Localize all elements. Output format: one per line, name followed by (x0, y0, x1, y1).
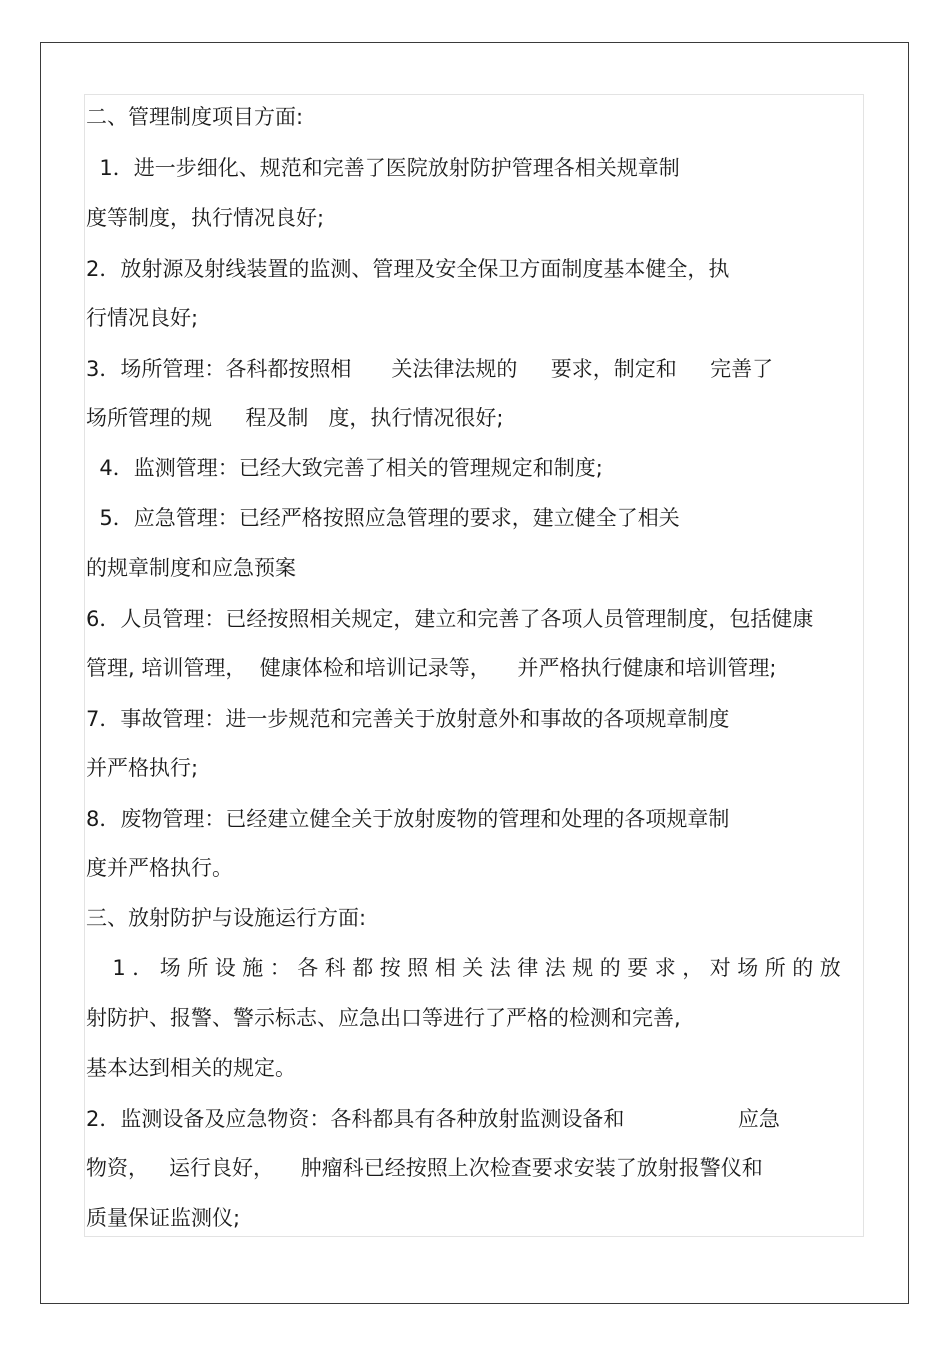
text-line: 度并严格执行。 (86, 856, 233, 880)
text-line: 1．场所设施：各科都按照相关法律法规的要求，对场所的放 (86, 956, 848, 980)
text-line: 5．应急管理：已经严格按照应急管理的要求，建立健全了相关 (86, 506, 680, 530)
text-line: 8．废物管理：已经建立健全关于放射废物的管理和处理的各项规章制 (86, 807, 730, 831)
text-line: 1．进一步细化、规范和完善了医院放射防护管理各相关规章制 (86, 156, 680, 180)
text-line: 质量保证监测仪; (86, 1206, 241, 1230)
text-line: 行情况良好; (86, 306, 199, 330)
text-line: 管理, 培训管理， 健康体检和培训记录等， 并严格执行健康和培训管理; (86, 656, 777, 680)
text-line: 的规章制度和应急预案 (86, 556, 296, 580)
text-line: 7．事故管理：进一步规范和完善关于放射意外和事故的各项规章制度 (86, 707, 730, 731)
text-line: 3．场所管理：各科都按照相 关法律法规的 要求，制定和 完善了 (86, 357, 774, 381)
text-line: 基本达到相关的规定。 (86, 1056, 296, 1080)
text-line: 场所管理的规 程及制 度，执行情况很好; (86, 406, 504, 430)
text-line: 6．人员管理：已经按照相关规定，建立和完善了各项人员管理制度，包括健康 (86, 607, 814, 631)
text-line: 2．放射源及射线装置的监测、管理及安全保卫方面制度基本健全，执 (86, 257, 730, 281)
text-line: 4．监测管理：已经大致完善了相关的管理规定和制度; (86, 456, 603, 480)
text-line: 度等制度，执行情况良好; (86, 206, 325, 230)
text-line: 2．监测设备及应急物资：各科都具有各种放射监测设备和 应急 (86, 1107, 780, 1131)
section-heading-management-system: 二、管理制度项目方面: (86, 105, 304, 129)
text-line: 物资， 运行良好， 肿瘤科已经按照上次检查要求安装了放射报警仪和 (86, 1156, 763, 1180)
section-heading-radiation-protection: 三、放射防护与设施运行方面: (86, 906, 367, 930)
text-line: 并严格执行; (86, 756, 199, 780)
text-line: 射防护、报警、警示标志、应急出口等进行了严格的检测和完善, (86, 1006, 681, 1030)
